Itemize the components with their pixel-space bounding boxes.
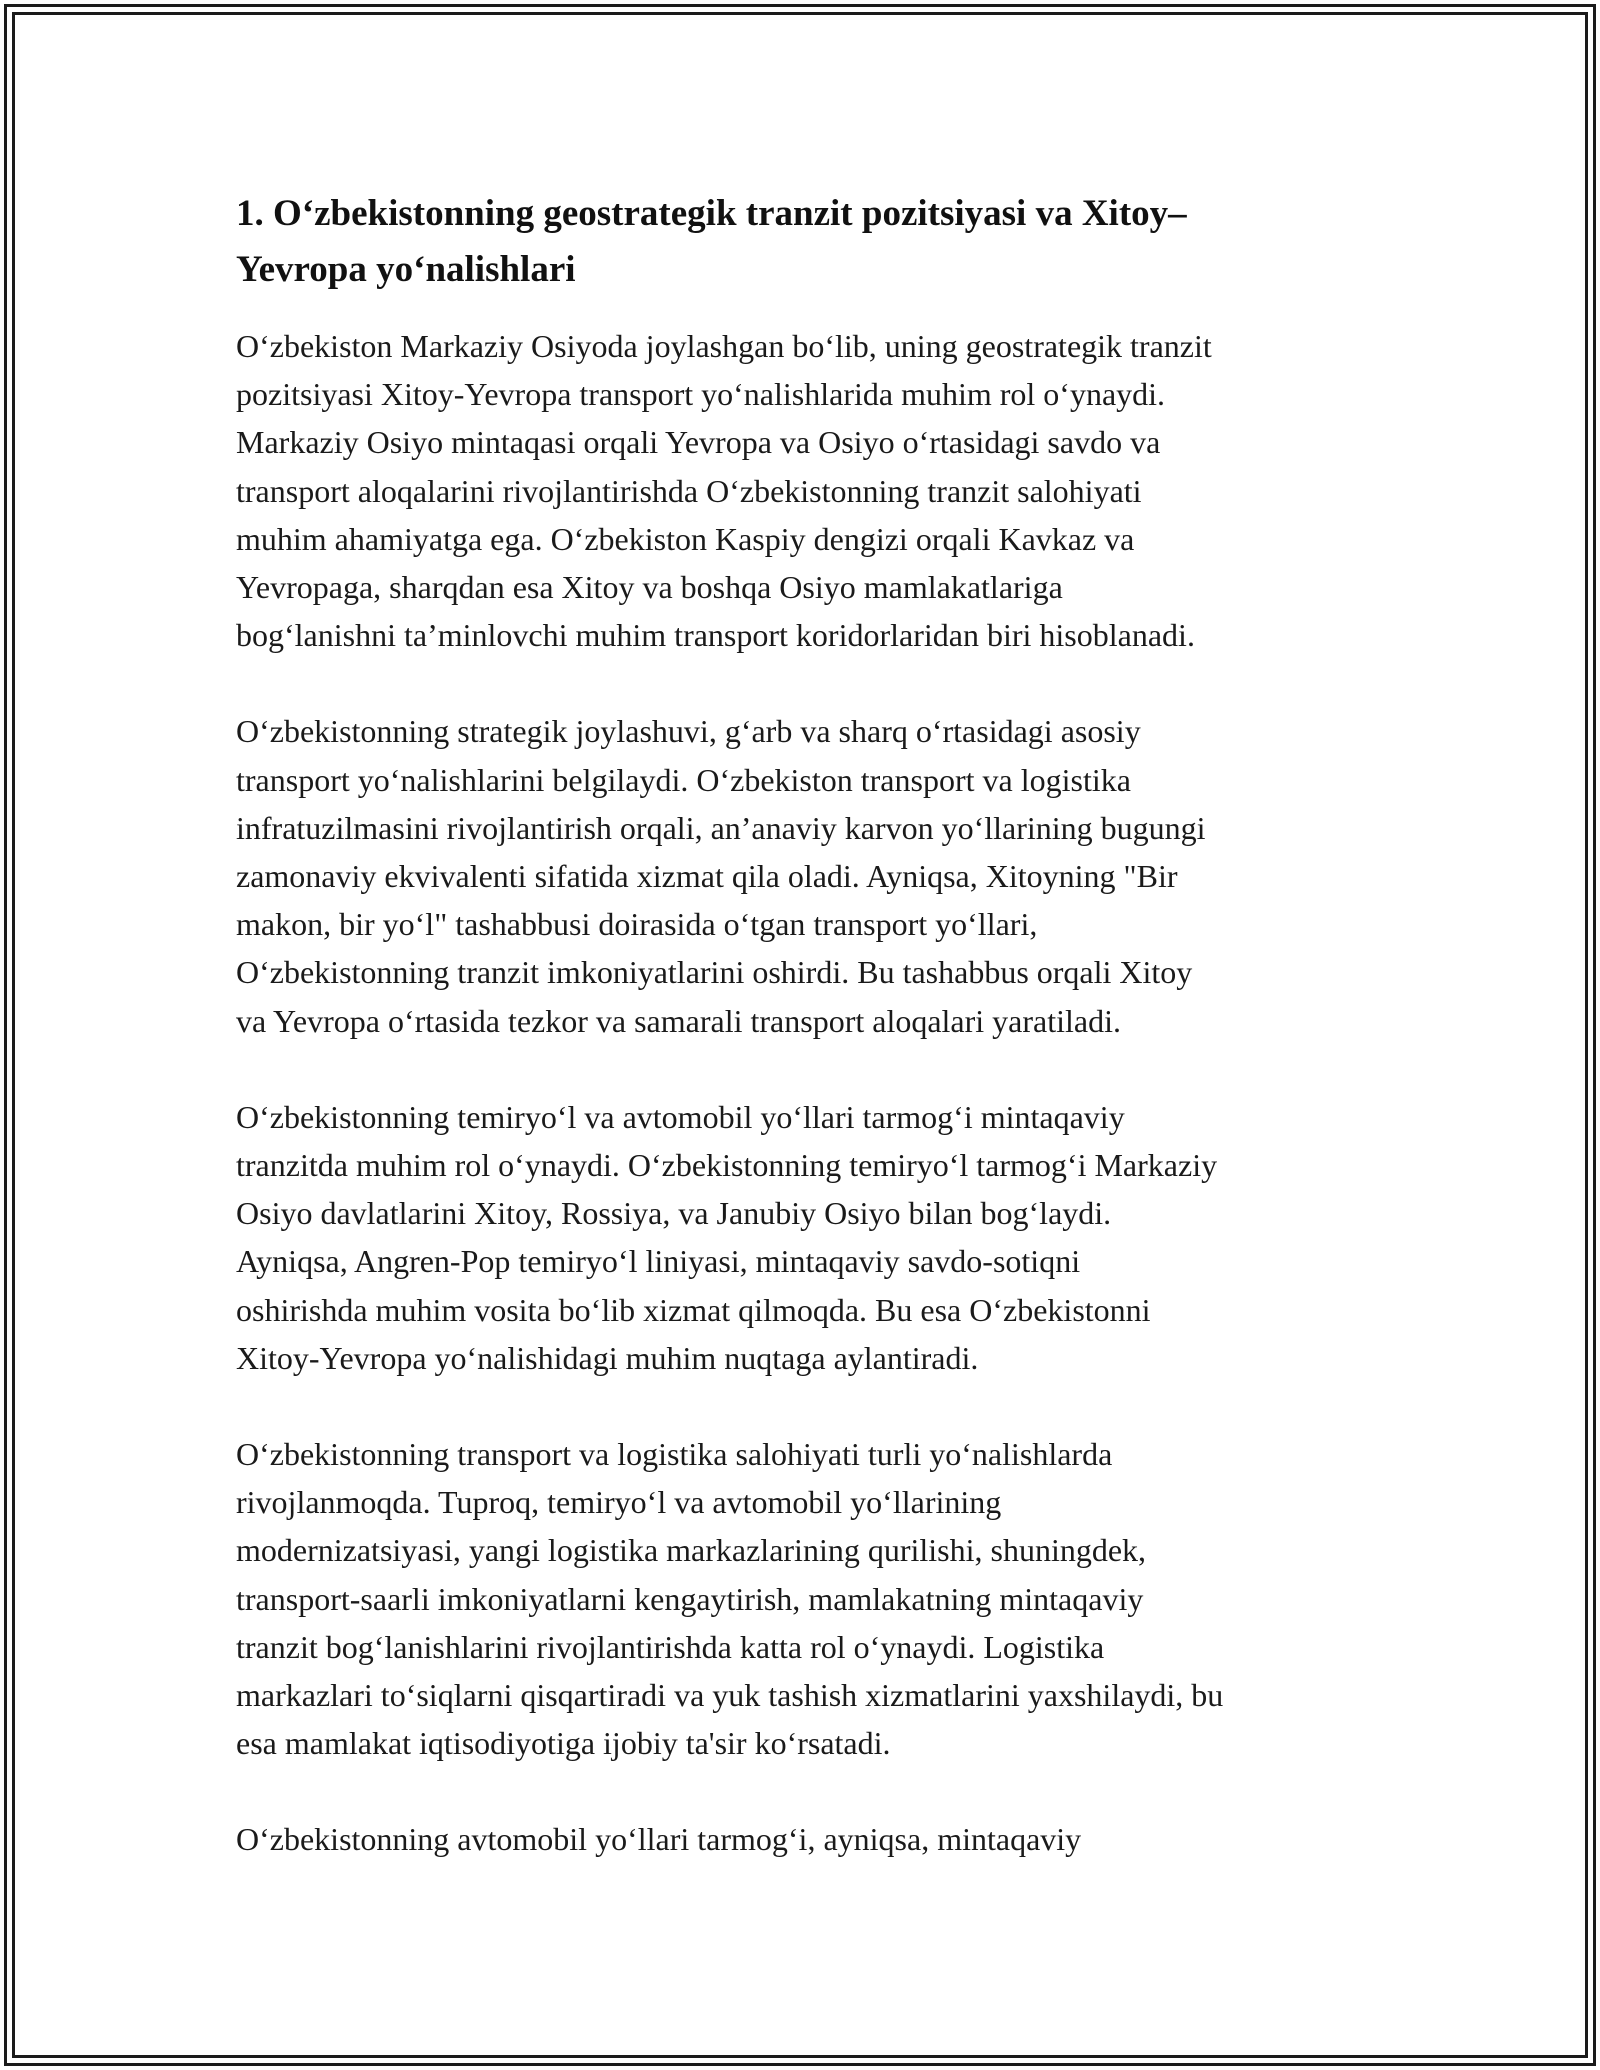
paragraph-4 — [236, 1430, 1376, 1767]
paragraph-3 — [236, 1093, 1376, 1382]
text-line: tranzitda muhim rol o‘ynaydi. O‘zbekistonning temiryo‘l tarmog‘i Markaziy — [236, 1147, 1218, 1184]
paragraph-1 — [236, 322, 1376, 659]
text-line: oshirishda muhim vosita bo‘lib xizmat qilmoqda. Bu esa O‘zbekistonni — [236, 1291, 1151, 1328]
text-line: O‘zbekistonning strategik joylashuvi, g‘arb va sharq o‘rtasidagi asosiy — [236, 713, 1141, 750]
text-line: pozitsiyasi Xitoy-Yevropa transport yo‘nalishlarida muhim rol o‘ynaydi. — [236, 376, 1166, 413]
document-body — [236, 186, 1376, 1864]
text-line: modernizatsiyasi, yangi logistika markazlarining qurilishi, shuningdek, — [236, 1532, 1147, 1569]
text-line: esa mamlakat iqtisodiyotiga ijobiy ta'sir ko‘rsatadi. — [236, 1725, 891, 1762]
text-line: transport-saarli imkoniyatlarni kengaytirish, mamlakatning mintaqaviy — [236, 1580, 1144, 1617]
text-line: O‘zbekistonning avtomobil yo‘llari tarmog‘i, ayniqsa, mintaqaviy — [236, 1821, 1082, 1858]
text-line: Ayniqsa, Angren-Pop temiryo‘l liniyasi, mintaqaviy savdo-sotiqni — [236, 1243, 1081, 1280]
text-line: O‘zbekistonning transport va logistika salohiyati turli yo‘nalishlarda — [236, 1436, 1113, 1473]
text-line: Yevropaga, sharqdan esa Xitoy va boshqa Osiyo mamlakatlariga — [236, 569, 1063, 606]
heading-line: 1. O‘zbekistonning geostrategik tranzit pozitsiyasi va Xitoy– — [236, 193, 1187, 234]
text-line: rivojlanmoqda. Tuproq, temiryo‘l va avtomobil yo‘llarining — [236, 1484, 1002, 1521]
text-line: O‘zbekistonning tranzit imkoniyatlarini oshirdi. Bu tashabbus orqali Xitoy — [236, 954, 1193, 991]
text-line: O‘zbekiston Markaziy Osiyoda joylashgan bo‘lib, uning geostrategik tranzit — [236, 328, 1212, 364]
text-line: transport yo‘nalishlarini belgilaydi. O‘zbekiston transport va logistika — [236, 761, 1131, 798]
section-heading — [236, 186, 1376, 298]
text-line: bog‘lanishni ta’minlovchi muhim transport koridorlaridan biri hisoblanadi. — [236, 617, 1195, 654]
text-line: va Yevropa o‘rtasida tezkor va samarali transport aloqalari yaratiladi. — [236, 1002, 1121, 1039]
text-line: Markaziy Osiyo mintaqasi orqali Yevropa va Osiyo o‘rtasidagi savdo va — [236, 424, 1161, 461]
text-line: transport aloqalarini rivojlantirishda O‘zbekistonning tranzit salohiyati — [236, 472, 1142, 509]
text-line: muhim ahamiyatga ega. O‘zbekiston Kaspiy dengizi orqali Kavkaz va — [236, 520, 1135, 557]
text-line: Osiyo davlatlarini Xitoy, Rossiya, va Janubiy Osiyo bilan bog‘laydi. — [236, 1195, 1112, 1232]
heading-line: Yevropa yo‘nalishlari — [236, 249, 576, 290]
text-line: makon, bir yo‘l" tashabbusi doirasida o‘tgan transport yo‘llari, — [236, 906, 1038, 943]
text-line: O‘zbekistonning temiryo‘l va avtomobil yo‘llari tarmog‘i mintaqaviy — [236, 1098, 1125, 1135]
text-line: infratuzilmasini rivojlantirish orqali, an’anaviy karvon yo‘llarining bugungi — [236, 809, 1206, 846]
text-line: zamonaviy ekvivalenti sifatida xizmat qila oladi. Ayniqsa, Xitoyning "Bir — [236, 858, 1178, 895]
text-line: markazlari to‘siqlarni qisqartiradi va yuk tashish xizmatlarini yaxshilaydi, bu — [236, 1677, 1224, 1714]
paragraph-2 — [236, 707, 1376, 1044]
text-line: Xitoy-Yevropa yo‘nalishidagi muhim nuqtaga aylantiradi. — [236, 1339, 979, 1376]
paragraph-5 — [236, 1815, 1376, 1863]
text-line: tranzit bog‘lanishlarini rivojlantirishda katta rol o‘ynaydi. Logistika — [236, 1628, 1105, 1665]
